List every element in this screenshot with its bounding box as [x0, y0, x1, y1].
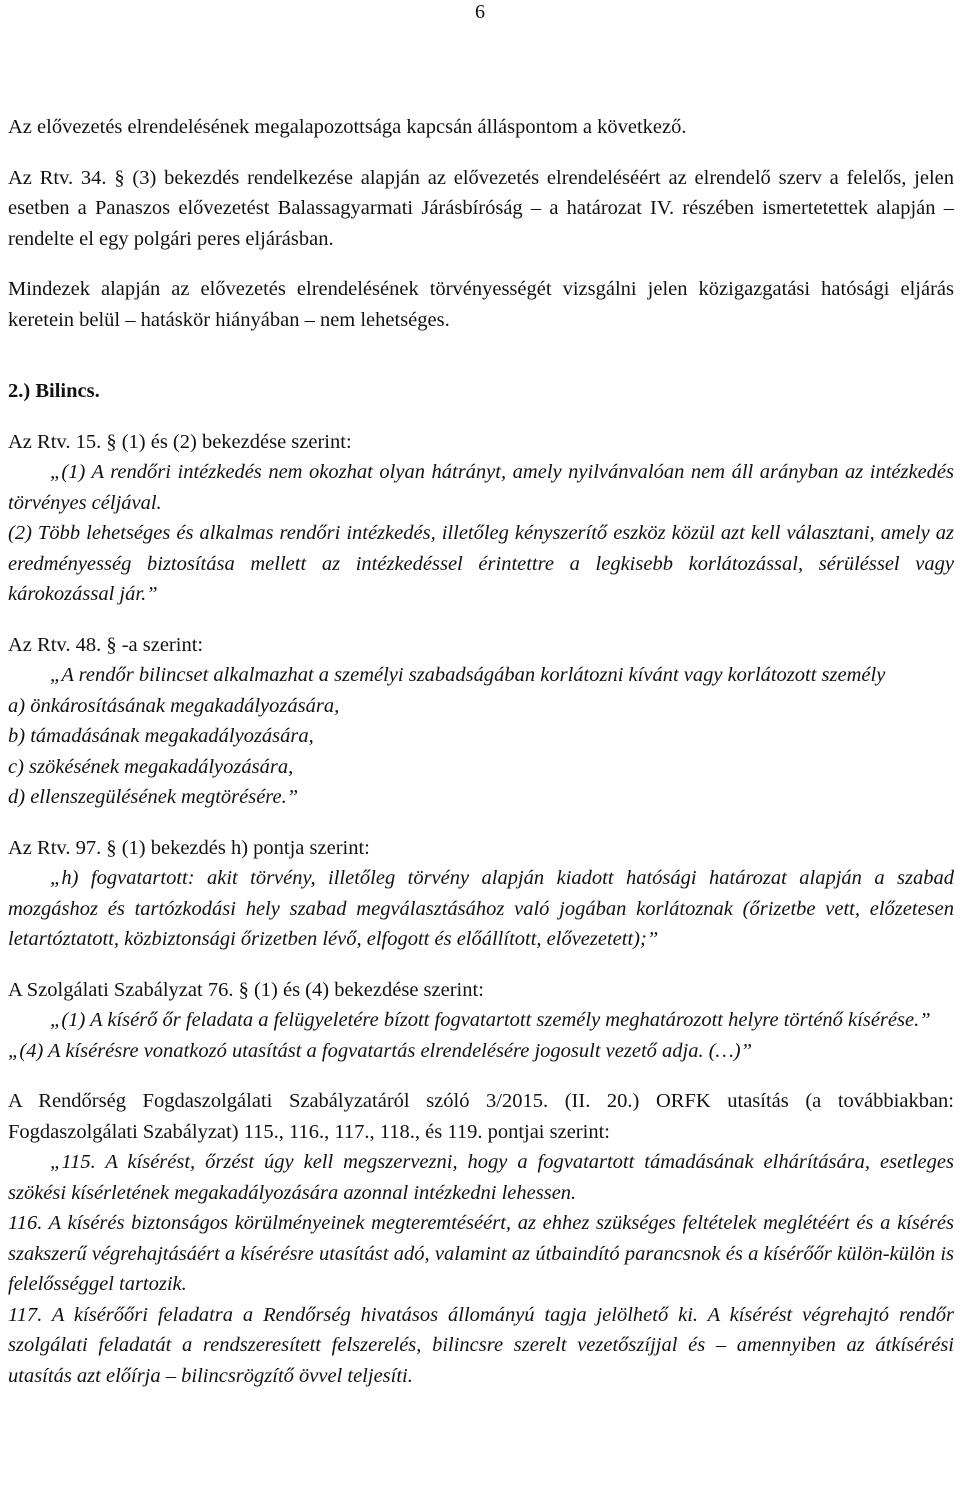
quote-szsz-76-1: „(1) A kísérő őr feladata a felügyeletére bízott fogvatartott személy meghatározott helyre történő kísérése.” [50, 1009, 931, 1031]
quote-rtv-48-d: d) ellenszegülésének megtörésére.” [8, 786, 299, 808]
document-body [8, 112, 954, 1391]
quote-rtv-15-2: (2) Több lehetséges és alkalmas rendőri intézkedés, illetőleg kényszerítő eszköz közül azt kell választani, amely az eredményesség biztosítása mellett az intézkedéssel érintettre a legkisebb korlátozással, sérüléssel vagy károkozással jár.” [8, 522, 954, 605]
section-heading-bilincs: 2.) Bilincs. [8, 380, 100, 402]
paragraph-rtv-34: Az Rtv. 34. § (3) bekezdés rendelkezése alapján az elővezetés elrendeléséért az elrendelő szerv a felelős, jelen esetben a Panaszos elővezetést Balassagyarmati Járásbíróság – a határozat IV. részében ismertetettek alapján – rendelte el egy polgári peres eljárásban. [8, 166, 954, 250]
quote-rtv-15-1: „(1) A rendőri intézkedés nem okozhat olyan hátrányt, amely nyilvánvalóan nem áll arányban az intézkedés törvényes céljával. [8, 461, 954, 514]
citation-rtv-48: Az Rtv. 48. § -a szerint: [8, 633, 204, 656]
paragraph-conclusion: Mindezek alapján az elővezetés elrendelésének törvényességét vizsgálni jelen közigazgatási hatósági eljárás keretein belül – hatáskör hiányában – nem lehetséges. [8, 278, 954, 331]
citation-szolgalati-szabalyzat: A Szolgálati Szabályzat 76. § (1) és (4) bekezdése szerint: [8, 978, 484, 1001]
quote-fsz-115: „115. A kísérést, őrzést úgy kell megszervezni, hogy a fogvatartott támadásának elhárítására, esetleges szökési kísérletének megakadályozására azonnal intézkedni lehessen. [8, 1151, 954, 1204]
quote-rtv-48-b: b) támadásának megakadályozására, [8, 725, 314, 747]
quote-fsz-117: 117. A kísérőőri feladatra a Rendőrség hivatásos állományú tagja jelölhető ki. A kísérést végrehajtó rendőr szolgálati feladatát a rendszeresített felszerelés, bilincsre szerelt vezetőszíjjal és – amennyiben az átkísérési utasítás azt előírja – bilincsrögzítő övvel teljesíti. [8, 1303, 954, 1387]
quote-szsz-76-4: „(4) A kísérésre vonatkozó utasítást a fogvatartás elrendelésére jogosult vezető adja. (…)” [8, 1039, 752, 1062]
quote-fsz-116: 116. A kísérés biztonságos körülményeinek megteremtéséért, az ehhez szükséges feltételek meglétéért és a kísérés szakszerű végrehajtásáért a kísérésre utasítást adó, valamint az útbaindító parancsnok és a kísérőőr külön-külön is felelősséggel tartozik. [8, 1212, 954, 1295]
citation-rtv-15: Az Rtv. 15. § (1) és (2) bekezdése szerint: [8, 430, 352, 453]
quote-rtv-48-a: a) önkárosításának megakadályozására, [8, 694, 340, 717]
citation-rtv-97: Az Rtv. 97. § (1) bekezdés h) pontja szerint: [8, 836, 370, 859]
quote-rtv-48-c: c) szökésének megakadályozására, [8, 755, 294, 778]
quote-rtv-97-h: „h) fogvatartott: akit törvény, illetőleg törvény alapján kiadott hatósági határozat alapján a szabad mozgáshoz és tartózkodási hely szabad megválasztásához való jogában korlátoznak (őrizetbe vett, előzetesen letartóztatott, közbiztonsági őrizetben lévő, elfogott és előállított, elővezetett);” [8, 867, 954, 950]
citation-fogdaszolgalati-szabalyzat: A Rendőrség Fogdaszolgálati Szabályzatáról szóló 3/2015. (II. 20.) ORFK utasítás (a továbbiakban: Fogdaszolgálati Szabályzat) 115., 116., 117., 118., és 119. pontjai szerint: [8, 1090, 954, 1143]
quote-rtv-48: „A rendőr bilincset alkalmazhat a személyi szabadságában korlátozni kívánt vagy korlátozott személy [50, 664, 886, 686]
page-number: 6 [475, 1, 485, 23]
paragraph-intro: Az elővezetés elrendelésének megalapozottsága kapcsán álláspontom a következő. [8, 116, 687, 138]
